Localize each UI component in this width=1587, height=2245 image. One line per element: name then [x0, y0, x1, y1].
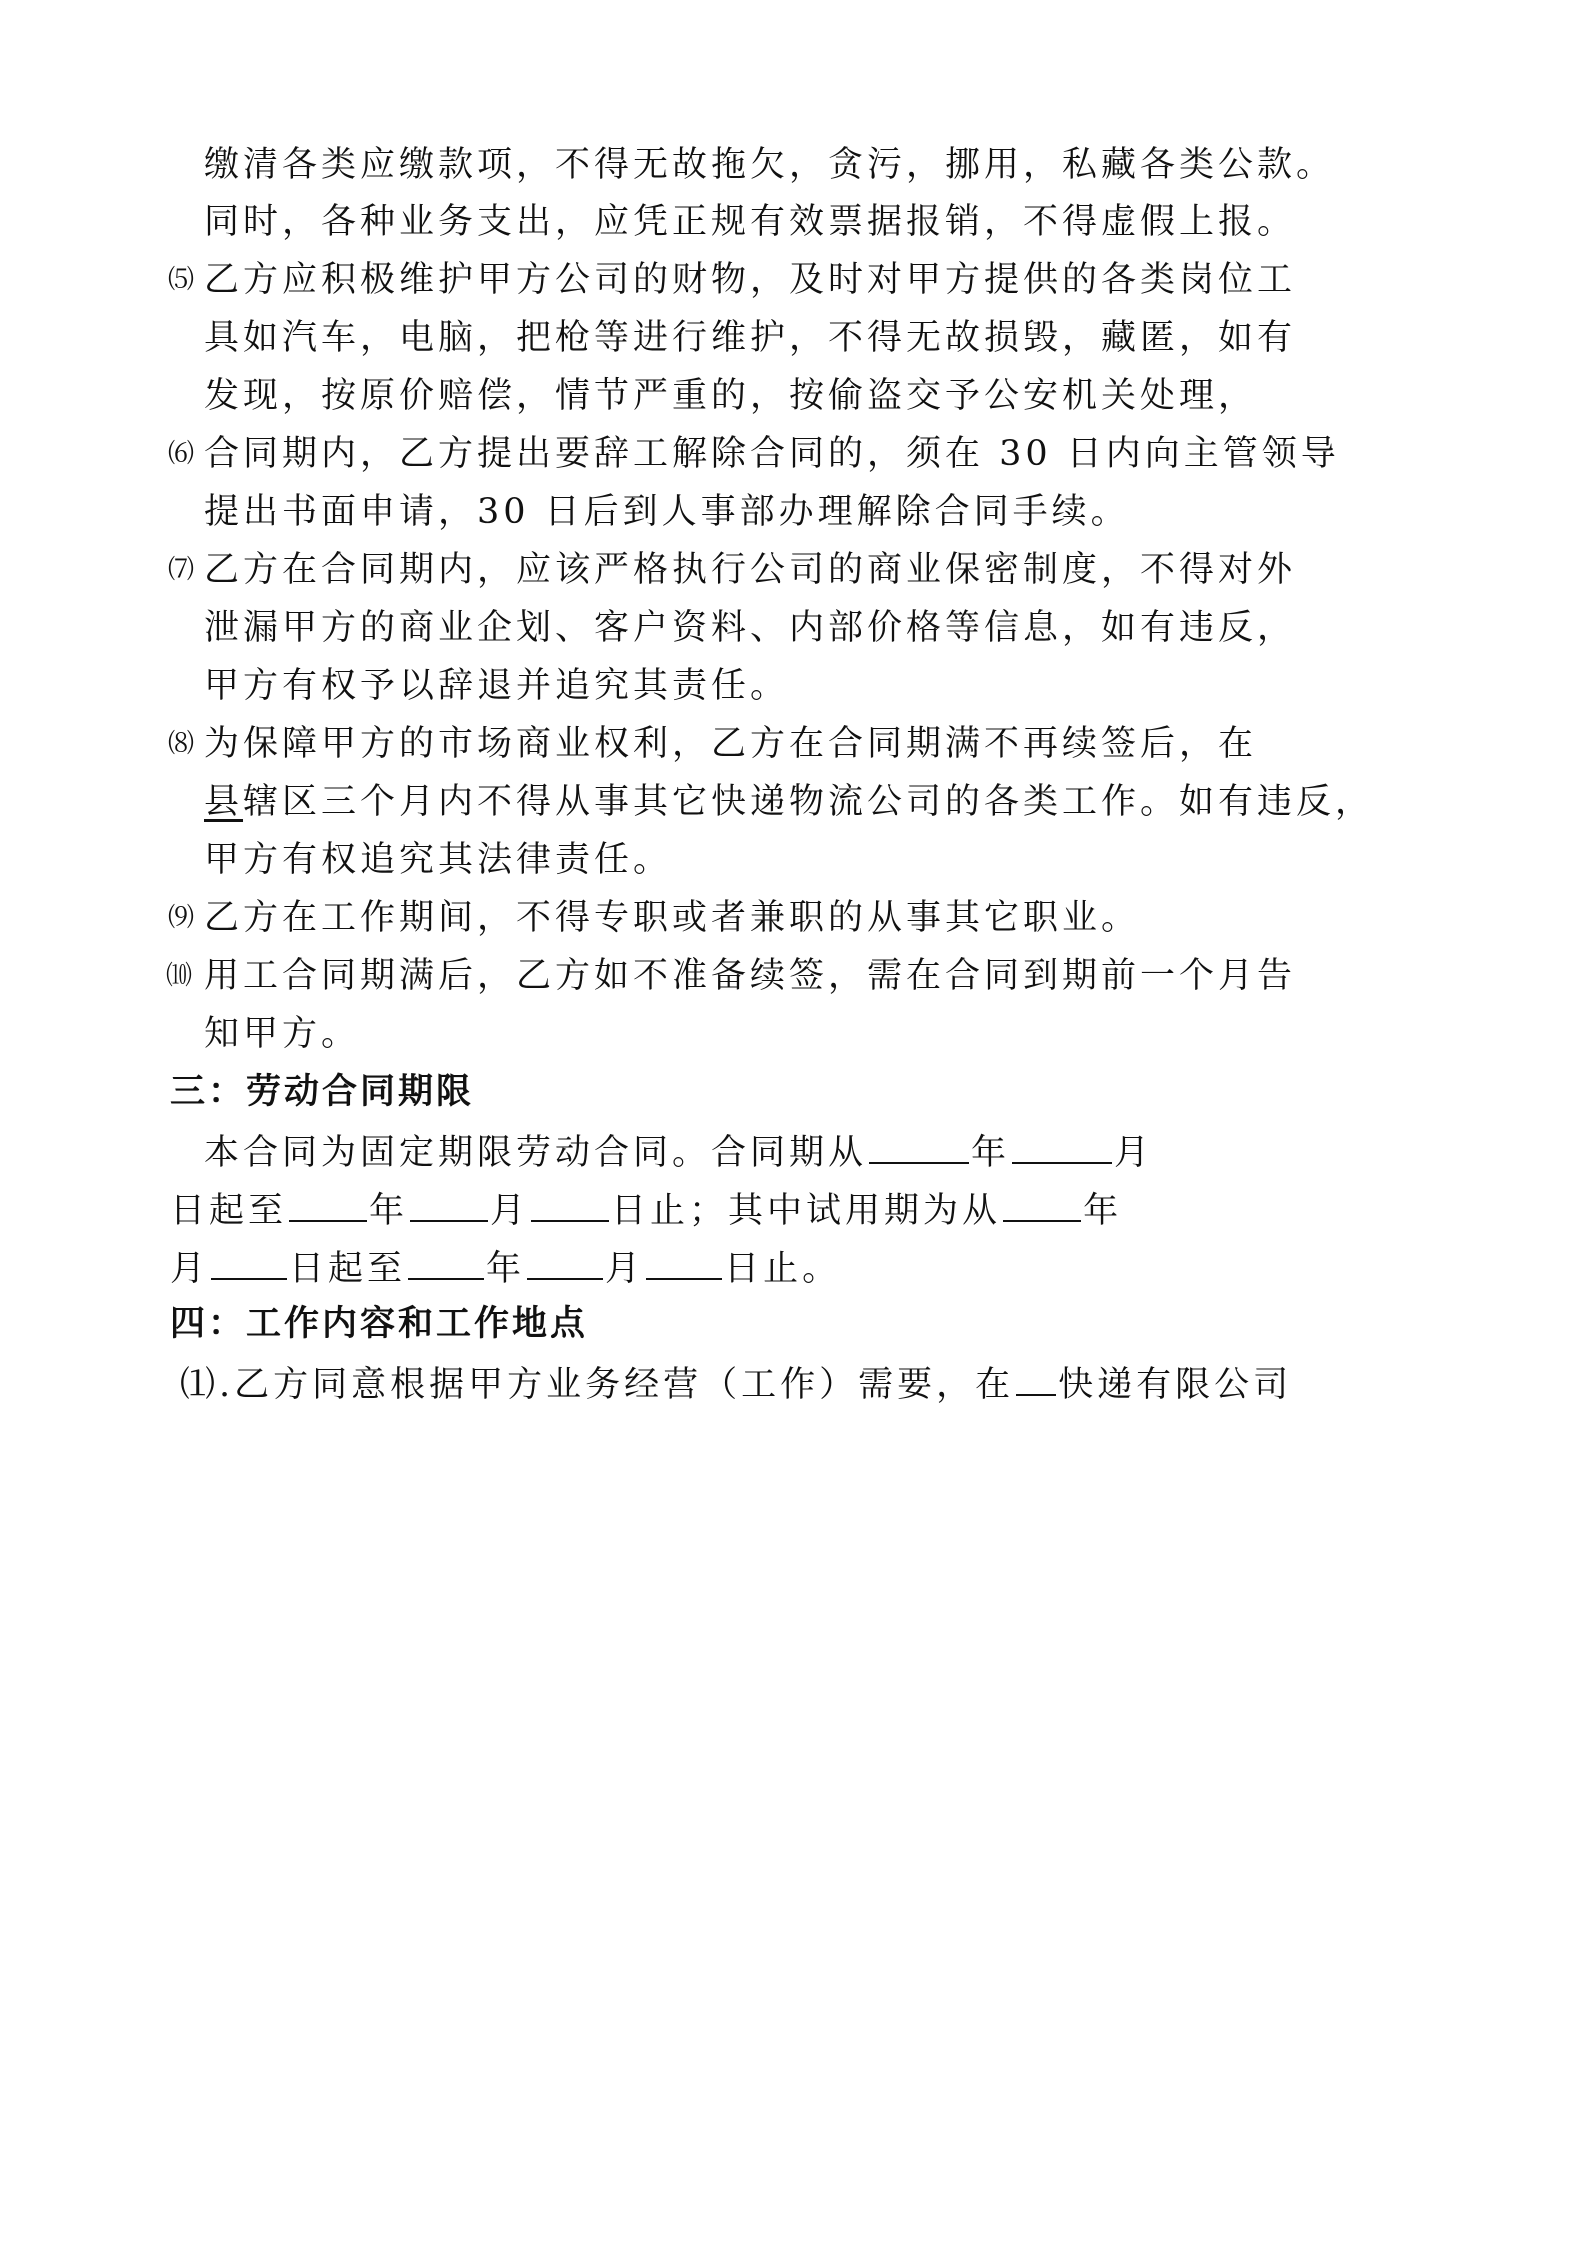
text-segment: 年: [1083, 1191, 1123, 1231]
section-heading: 三：劳动合同期限: [170, 1071, 475, 1112]
text-segment: 年: [971, 1133, 1011, 1173]
item-number: ⑹: [168, 439, 195, 469]
text-segment: 日起至: [170, 1191, 288, 1231]
text-line: 发现，按原价赔偿，情节严重的，按偷盗交予公安机关处理，: [204, 376, 1258, 416]
text-line: [204, 1128, 1153, 1175]
date-blank[interactable]: [527, 1244, 603, 1280]
item-number: ⑻: [168, 729, 195, 759]
date-blank[interactable]: [1012, 1128, 1112, 1164]
text-segment: 月: [170, 1249, 210, 1289]
text-line: 甲方有权追究其法律责任。: [204, 840, 673, 880]
text-segment: 日止；其中试用期为从: [611, 1191, 1002, 1231]
text-line: 提出书面申请，30 日后到人事部办理解除合同手续。: [204, 492, 1130, 532]
text-line: 合同期内，乙方提出要辞工解除合同的，须在 30 日内向主管领导: [204, 434, 1340, 474]
text-line: 用工合同期满后，乙方如不准备续签，需在合同到期前一个月告: [204, 956, 1297, 996]
text-line: 具如汽车，电脑，把枪等进行维护，不得无故损毁，藏匿，如有: [204, 318, 1297, 358]
text-segment: 辖区三个月内不得从事其它快递物流公司的各类工作。如有违反，: [243, 782, 1375, 822]
text-segment: 年: [486, 1249, 526, 1289]
text-line: [170, 1244, 841, 1291]
date-blank[interactable]: [408, 1244, 484, 1280]
date-blank[interactable]: [646, 1244, 722, 1280]
item-number: ⑺: [168, 555, 195, 585]
text-segment: 月: [1114, 1133, 1154, 1173]
section-heading: 四：工作内容和工作地点: [170, 1303, 589, 1344]
date-blank[interactable]: [289, 1186, 367, 1222]
text-segment: 本合同为固定期限劳动合同。合同期从: [204, 1133, 868, 1173]
text-segment: 日止。: [724, 1249, 842, 1289]
date-blank[interactable]: [211, 1244, 287, 1280]
text-line: [204, 780, 1374, 824]
text-line: [170, 1186, 1122, 1233]
item-number: ⑸: [168, 265, 195, 295]
item-number: ⑽: [166, 961, 193, 991]
text-line: [180, 1360, 1292, 1407]
text-segment: ⑴.乙方同意根据甲方业务经营（工作）需要，在: [180, 1365, 1015, 1405]
text-line: 乙方在合同期内，应该严格执行公司的商业保密制度，不得对外: [204, 550, 1297, 590]
item-number: ⑼: [168, 903, 195, 933]
text-line: 为保障甲方的市场商业权利，乙方在合同期满不再续签后，在: [204, 724, 1258, 764]
text-line: 甲方有权予以辞退并追究其责任。: [204, 666, 790, 706]
company-blank[interactable]: [1016, 1360, 1056, 1396]
text-line: 同时，各种业务支出，应凭正规有效票据报销，不得虚假上报。: [204, 202, 1297, 242]
text-segment: 月: [605, 1249, 645, 1289]
date-blank[interactable]: [1003, 1186, 1081, 1222]
text-line: 乙方在工作期间，不得专职或者兼职的从事其它职业。: [204, 898, 1141, 938]
text-segment: 月: [490, 1191, 530, 1231]
date-blank[interactable]: [410, 1186, 488, 1222]
text-line: 乙方应积极维护甲方公司的财物，及时对甲方提供的各类岗位工: [204, 260, 1297, 300]
date-blank[interactable]: [869, 1128, 969, 1164]
text-segment: 快递有限公司: [1058, 1365, 1293, 1405]
text-line: 缴清各类应缴款项，不得无故拖欠，贪污，挪用，私藏各类公款。: [204, 145, 1336, 185]
text-line: 知甲方。: [204, 1014, 361, 1054]
date-blank[interactable]: [531, 1186, 609, 1222]
text-line: 泄漏甲方的商业企划、客户资料、内部价格等信息，如有违反，: [204, 608, 1297, 648]
text-segment: 日起至: [289, 1249, 407, 1289]
underlined-word: 县: [204, 782, 244, 822]
text-segment: 年: [369, 1191, 409, 1231]
